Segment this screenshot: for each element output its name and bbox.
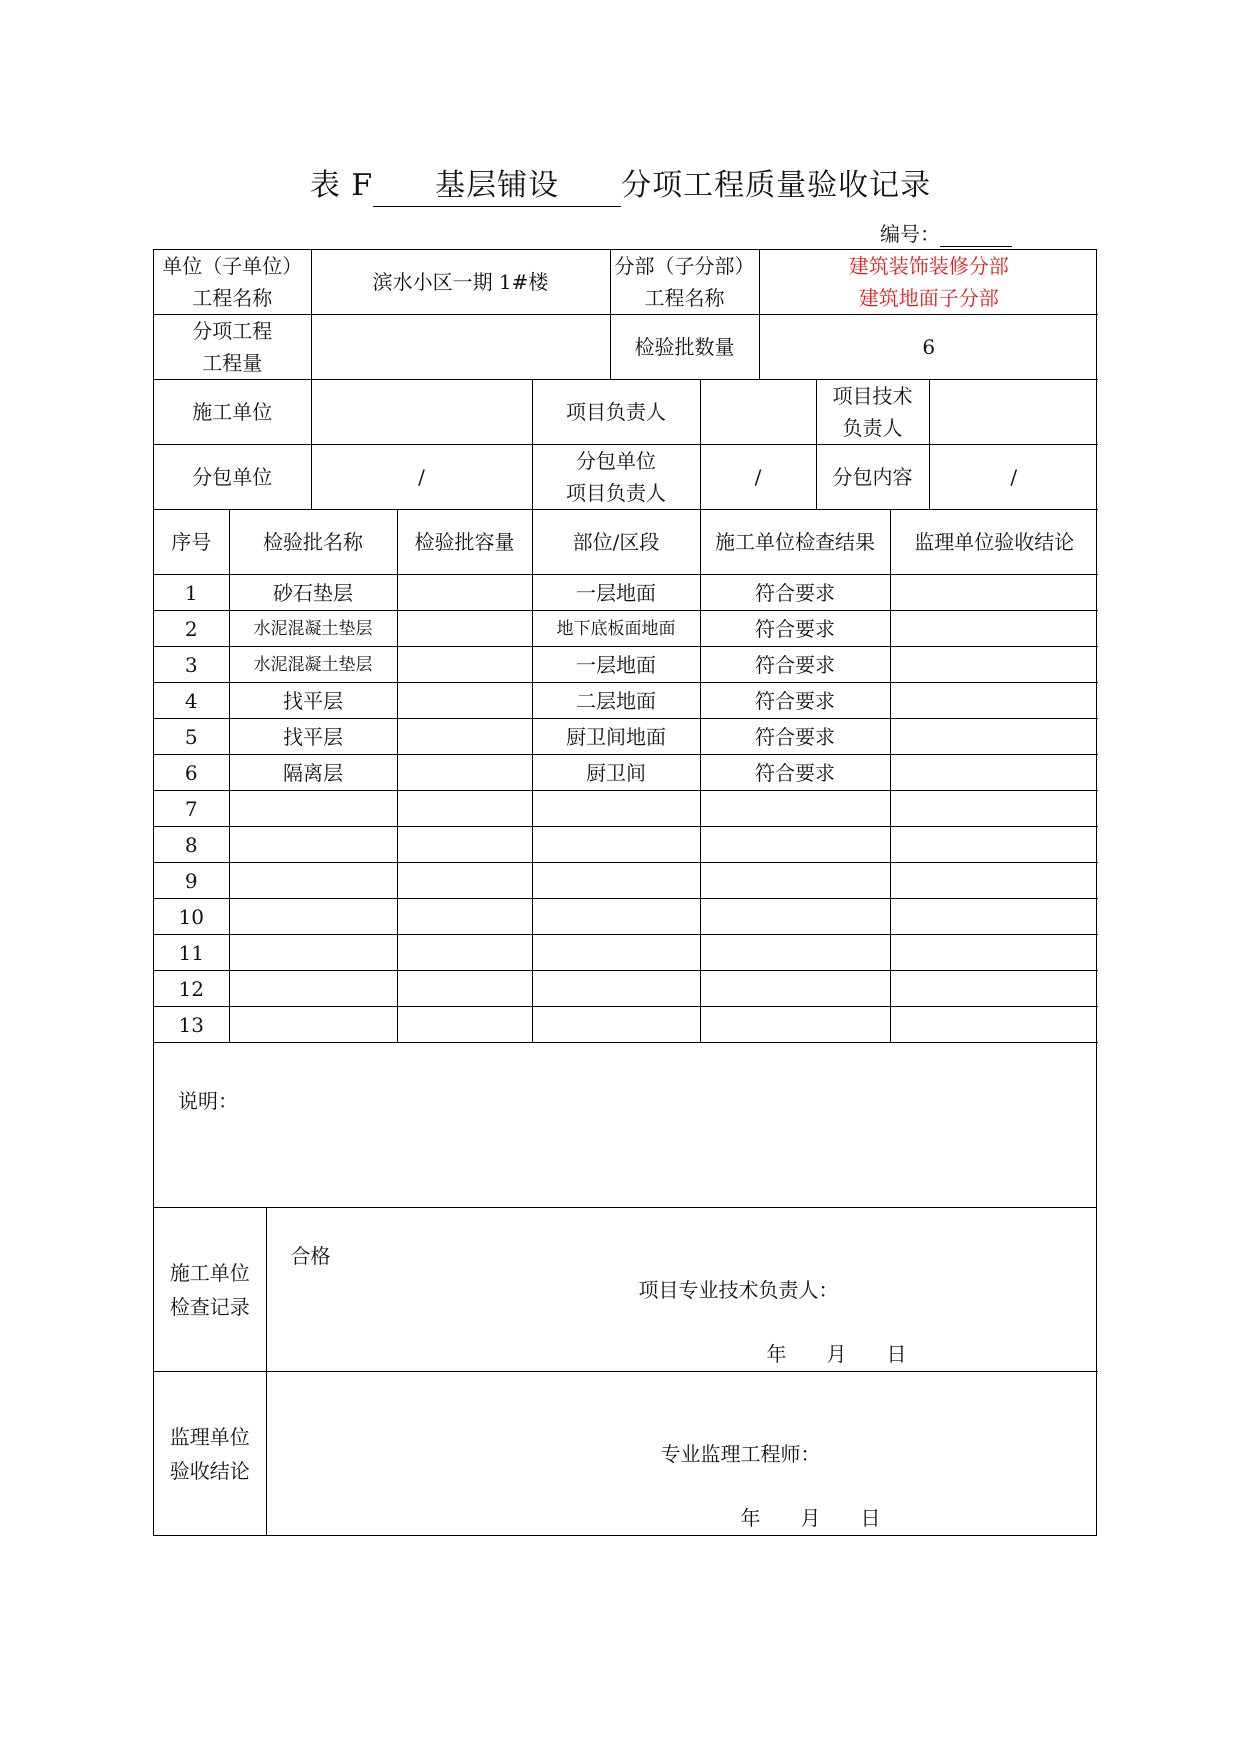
row-check-result[interactable] <box>700 935 890 971</box>
row-no: 3 <box>154 647 229 683</box>
row-batch-name[interactable] <box>229 971 397 1007</box>
item-quantity-label: 分项工程 工程量 <box>154 315 311 380</box>
description-block <box>154 1043 1096 1208</box>
row-conclusion[interactable] <box>890 971 1098 1007</box>
table-row <box>154 719 1098 755</box>
row-capacity[interactable] <box>397 971 532 1007</box>
row-batch-name[interactable]: 隔离层 <box>229 755 397 791</box>
sub-content-value[interactable]: / <box>929 445 1098 510</box>
row-capacity[interactable] <box>397 719 532 755</box>
form-title <box>0 160 1241 207</box>
row-location[interactable]: 一层地面 <box>532 647 700 683</box>
row-no: 11 <box>154 935 229 971</box>
row-check-result[interactable]: 符合要求 <box>700 755 890 791</box>
batch-rows <box>154 575 1098 1043</box>
row-conclusion[interactable] <box>890 899 1098 935</box>
row-capacity[interactable] <box>397 647 532 683</box>
row-batch-name[interactable] <box>229 935 397 971</box>
sub-pm-value[interactable]: / <box>700 445 816 510</box>
row-no: 2 <box>154 611 229 647</box>
row-capacity[interactable] <box>397 683 532 719</box>
row-check-result[interactable] <box>700 863 890 899</box>
supervisor-check-date: 年 月 日 <box>740 1506 881 1530</box>
contractor-check-result: 合格 <box>290 1244 331 1268</box>
row-capacity[interactable] <box>397 755 532 791</box>
row-location[interactable] <box>532 827 700 863</box>
row-no: 7 <box>154 791 229 827</box>
contractor-value[interactable] <box>311 380 532 445</box>
col-header-capacity: 检验批容量 <box>397 510 532 575</box>
col-header-no: 序号 <box>154 510 229 575</box>
header-block-a <box>154 250 1098 380</box>
row-check-result[interactable]: 符合要求 <box>700 611 890 647</box>
batch-table-header <box>154 510 1098 575</box>
row-conclusion[interactable] <box>890 755 1098 791</box>
table-row <box>154 935 1098 971</box>
item-quantity-value[interactable] <box>311 315 610 380</box>
row-batch-name[interactable] <box>229 899 397 935</box>
row-batch-name[interactable] <box>229 791 397 827</box>
row-no: 4 <box>154 683 229 719</box>
col-header-name: 检验批名称 <box>229 510 397 575</box>
row-location[interactable]: 厨卫间地面 <box>532 719 700 755</box>
batch-table <box>154 510 1098 1043</box>
table-row <box>154 683 1098 719</box>
contractor-check-date: 年 月 日 <box>766 1342 907 1366</box>
row-check-result[interactable]: 符合要求 <box>700 683 890 719</box>
row-location[interactable]: 一层地面 <box>532 575 700 611</box>
row-check-result[interactable] <box>700 1007 890 1043</box>
project-manager-label: 项目负责人 <box>532 380 700 445</box>
row-conclusion[interactable] <box>890 611 1098 647</box>
row-capacity[interactable] <box>397 575 532 611</box>
tech-lead-value[interactable] <box>929 380 1098 445</box>
table-row <box>154 899 1098 935</box>
row-location[interactable] <box>532 899 700 935</box>
row-batch-name[interactable]: 水泥混凝土垫层 <box>229 611 397 647</box>
col-header-result: 施工单位检查结果 <box>700 510 890 575</box>
supervisor-check-label: 监理单位 验收结论 <box>154 1372 266 1536</box>
row-check-result[interactable] <box>700 827 890 863</box>
row-capacity[interactable] <box>397 935 532 971</box>
row-capacity[interactable] <box>397 611 532 647</box>
form-number-label: 编号： <box>880 222 940 246</box>
batch-count-label: 检验批数量 <box>610 315 759 380</box>
row-location[interactable]: 二层地面 <box>532 683 700 719</box>
table-row <box>154 647 1098 683</box>
description-cell[interactable] <box>154 1043 1096 1208</box>
row-conclusion[interactable] <box>890 683 1098 719</box>
row-check-result[interactable]: 符合要求 <box>700 575 890 611</box>
row-check-result[interactable]: 符合要求 <box>700 719 890 755</box>
row-batch-name[interactable] <box>229 863 397 899</box>
row-capacity[interactable] <box>397 899 532 935</box>
row-location[interactable] <box>532 971 700 1007</box>
batch-count-value[interactable]: 6 <box>759 315 1098 380</box>
signature-block <box>154 1208 1098 1535</box>
title-prefix: 表 F <box>309 168 374 203</box>
row-batch-name[interactable]: 找平层 <box>229 719 397 755</box>
row-location[interactable] <box>532 863 700 899</box>
division-name-value[interactable]: 建筑装饰装修分部 建筑地面子分部 <box>759 250 1098 315</box>
table-row <box>154 575 1098 611</box>
row-capacity[interactable] <box>397 1007 532 1043</box>
description-label: 说明： <box>178 1089 238 1113</box>
row-batch-name[interactable]: 找平层 <box>229 683 397 719</box>
row-no: 13 <box>154 1007 229 1043</box>
header-block-b <box>154 380 1098 510</box>
subcontractor-value[interactable]: / <box>311 445 532 510</box>
row-conclusion[interactable] <box>890 1007 1098 1043</box>
row-location[interactable] <box>532 935 700 971</box>
tech-lead-label: 项目技术 负责人 <box>816 380 929 445</box>
row-batch-name[interactable] <box>229 827 397 863</box>
row-location[interactable] <box>532 1007 700 1043</box>
row-check-result[interactable]: 符合要求 <box>700 647 890 683</box>
unit-name-label: 单位（子单位） 工程名称 <box>154 250 311 315</box>
contractor-check-cell[interactable] <box>266 1208 1098 1372</box>
table-row <box>154 611 1098 647</box>
row-conclusion[interactable] <box>890 863 1098 899</box>
form-number-field[interactable] <box>940 228 1012 247</box>
row-conclusion[interactable] <box>890 827 1098 863</box>
row-capacity[interactable] <box>397 791 532 827</box>
unit-name-value[interactable]: 滨水小区一期 1#楼 <box>311 250 610 315</box>
row-conclusion[interactable] <box>890 647 1098 683</box>
table-row <box>154 971 1098 1007</box>
row-no: 12 <box>154 971 229 1007</box>
row-capacity[interactable] <box>397 827 532 863</box>
row-no: 6 <box>154 755 229 791</box>
contractor-signer-label: 项目专业技术负责人： <box>638 1278 839 1302</box>
row-check-result[interactable] <box>700 791 890 827</box>
table-row <box>154 755 1098 791</box>
acceptance-form <box>153 249 1097 1536</box>
row-conclusion[interactable] <box>890 935 1098 971</box>
form-number <box>880 218 1012 247</box>
table-row <box>154 863 1098 899</box>
row-check-result[interactable] <box>700 899 890 935</box>
row-location[interactable] <box>532 791 700 827</box>
row-batch-name[interactable] <box>229 1007 397 1043</box>
col-header-conclusion: 监理单位验收结论 <box>890 510 1098 575</box>
contractor-label: 施工单位 <box>154 380 311 445</box>
row-conclusion[interactable] <box>890 575 1098 611</box>
row-no: 8 <box>154 827 229 863</box>
title-item-name: 基层铺设 <box>373 160 621 207</box>
supervisor-signer-label: 专业监理工程师： <box>660 1442 821 1466</box>
row-location[interactable]: 地下底板面地面 <box>532 611 700 647</box>
table-row <box>154 827 1098 863</box>
row-no: 5 <box>154 719 229 755</box>
title-suffix: 分项工程质量验收记录 <box>621 168 932 203</box>
row-conclusion[interactable] <box>890 719 1098 755</box>
sub-content-label: 分包内容 <box>816 445 929 510</box>
col-header-location: 部位/区段 <box>532 510 700 575</box>
row-batch-name[interactable]: 水泥混凝土垫层 <box>229 647 397 683</box>
supervisor-check-cell[interactable] <box>266 1372 1098 1536</box>
row-check-result[interactable] <box>700 971 890 1007</box>
row-location[interactable]: 厨卫间 <box>532 755 700 791</box>
table-row <box>154 791 1098 827</box>
row-no: 9 <box>154 863 229 899</box>
row-no: 10 <box>154 899 229 935</box>
project-manager-value[interactable] <box>700 380 816 445</box>
row-no: 1 <box>154 575 229 611</box>
table-row <box>154 1007 1098 1043</box>
row-batch-name[interactable]: 砂石垫层 <box>229 575 397 611</box>
row-conclusion[interactable] <box>890 791 1098 827</box>
subcontractor-label: 分包单位 <box>154 445 311 510</box>
sub-pm-label: 分包单位 项目负责人 <box>532 445 700 510</box>
division-name-label: 分部（子分部） 工程名称 <box>610 250 759 315</box>
row-capacity[interactable] <box>397 863 532 899</box>
contractor-check-label: 施工单位 检查记录 <box>154 1208 266 1372</box>
